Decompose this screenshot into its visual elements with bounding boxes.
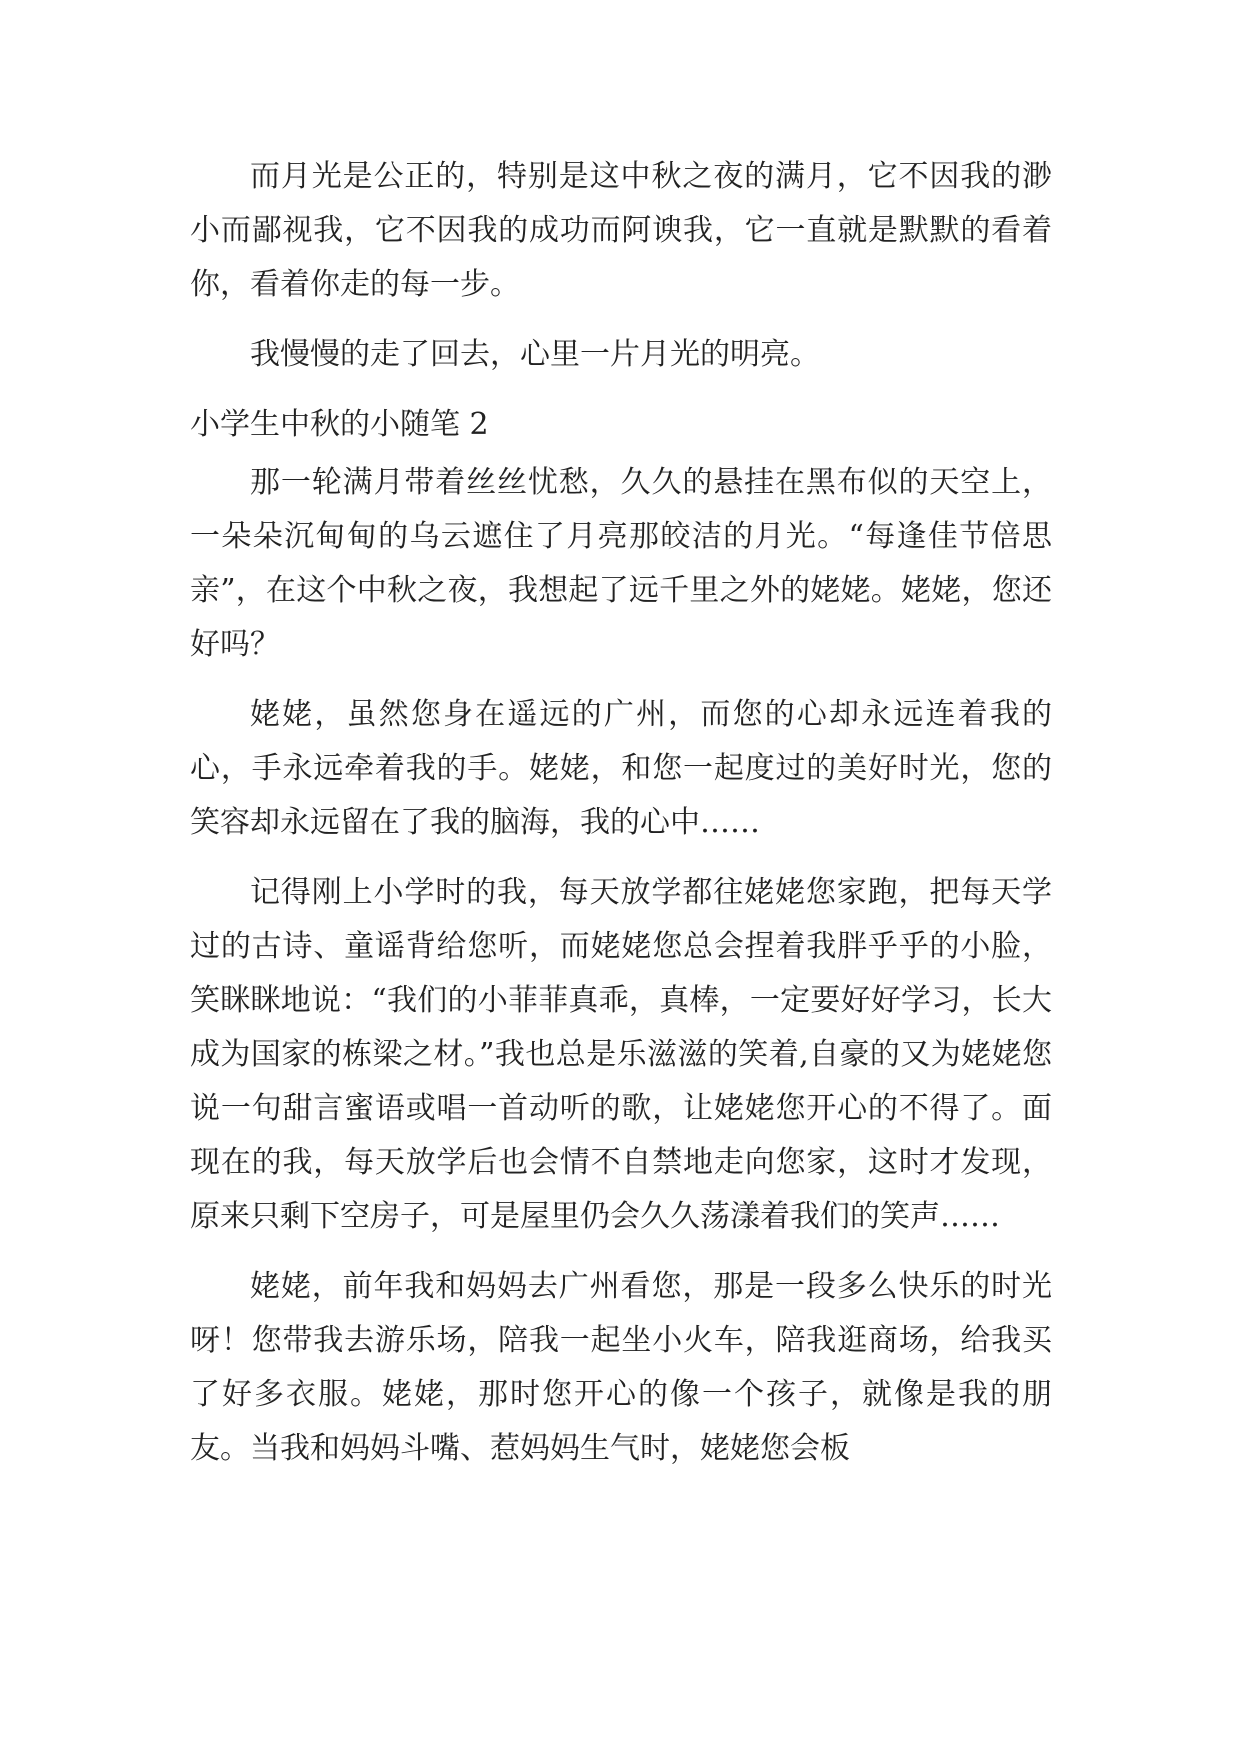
paragraph-walk-back: 我慢慢的走了回去，心里一片月光的明亮。 <box>250 337 820 372</box>
paragraph-full-moon: 那一轮满月带着丝丝忧愁，久久的悬挂在黑布似的天空上，一朵朵沉甸甸的乌云遮住了月亮那皎洁的月光。“每逢佳节倍思亲”，在这个中秋之夜，我想起了远千里之外的姥姥。姥姥，您还好吗？ <box>190 465 1052 662</box>
document-page <box>190 150 1052 1492</box>
paragraph-moonlight: 而月光是公正的，特别是这中秋之夜的满月，它不因我的渺小而鄙视我，它不因我的成功而阿谀我，它一直就是默默的看着你，看着你走的每一步。 <box>190 159 1052 302</box>
paragraph-visit: 姥姥，前年我和妈妈去广州看您，那是一段多么快乐的时光呀！您带我去游乐场，陪我一起坐小火车，陪我逛商场，给我买了好多衣服。姥姥，那时您开心的像一个孩子，就像是我的朋友。当我和妈妈斗嘴、惹妈妈生气时，姥姥您会板 <box>190 1269 1052 1466</box>
paragraph-guangzhou: 姥姥，虽然您身在遥远的广州，而您的心却永远连着我的心，手永远牵着我的手。姥姥，和您一起度过的美好时光，您的笑容却永远留在了我的脑海，我的心中…… <box>190 697 1052 840</box>
section-title: 小学生中秋的小随笔 2 <box>190 407 489 442</box>
paragraph-memories: 记得刚上小学时的我，每天放学都往姥姥您家跑，把每天学过的古诗、童谣背给您听，而姥姥您总会捏着我胖乎乎的小脸，笑眯眯地说：“我们的小菲菲真乖，真棒，一定要好好学习，长大成为国家的栋梁之材。”我也总是乐滋滋的笑着,自豪的又为姥姥您说一句甜言蜜语或唱一首动听的歌，让姥姥您开心的不得了。面现在的我，每天放学后也会情不自禁地走向您家，这时才发现，原来只剩下空房子，可是屋里仍会久久荡漾着我们的笑声…… <box>190 875 1052 1234</box>
